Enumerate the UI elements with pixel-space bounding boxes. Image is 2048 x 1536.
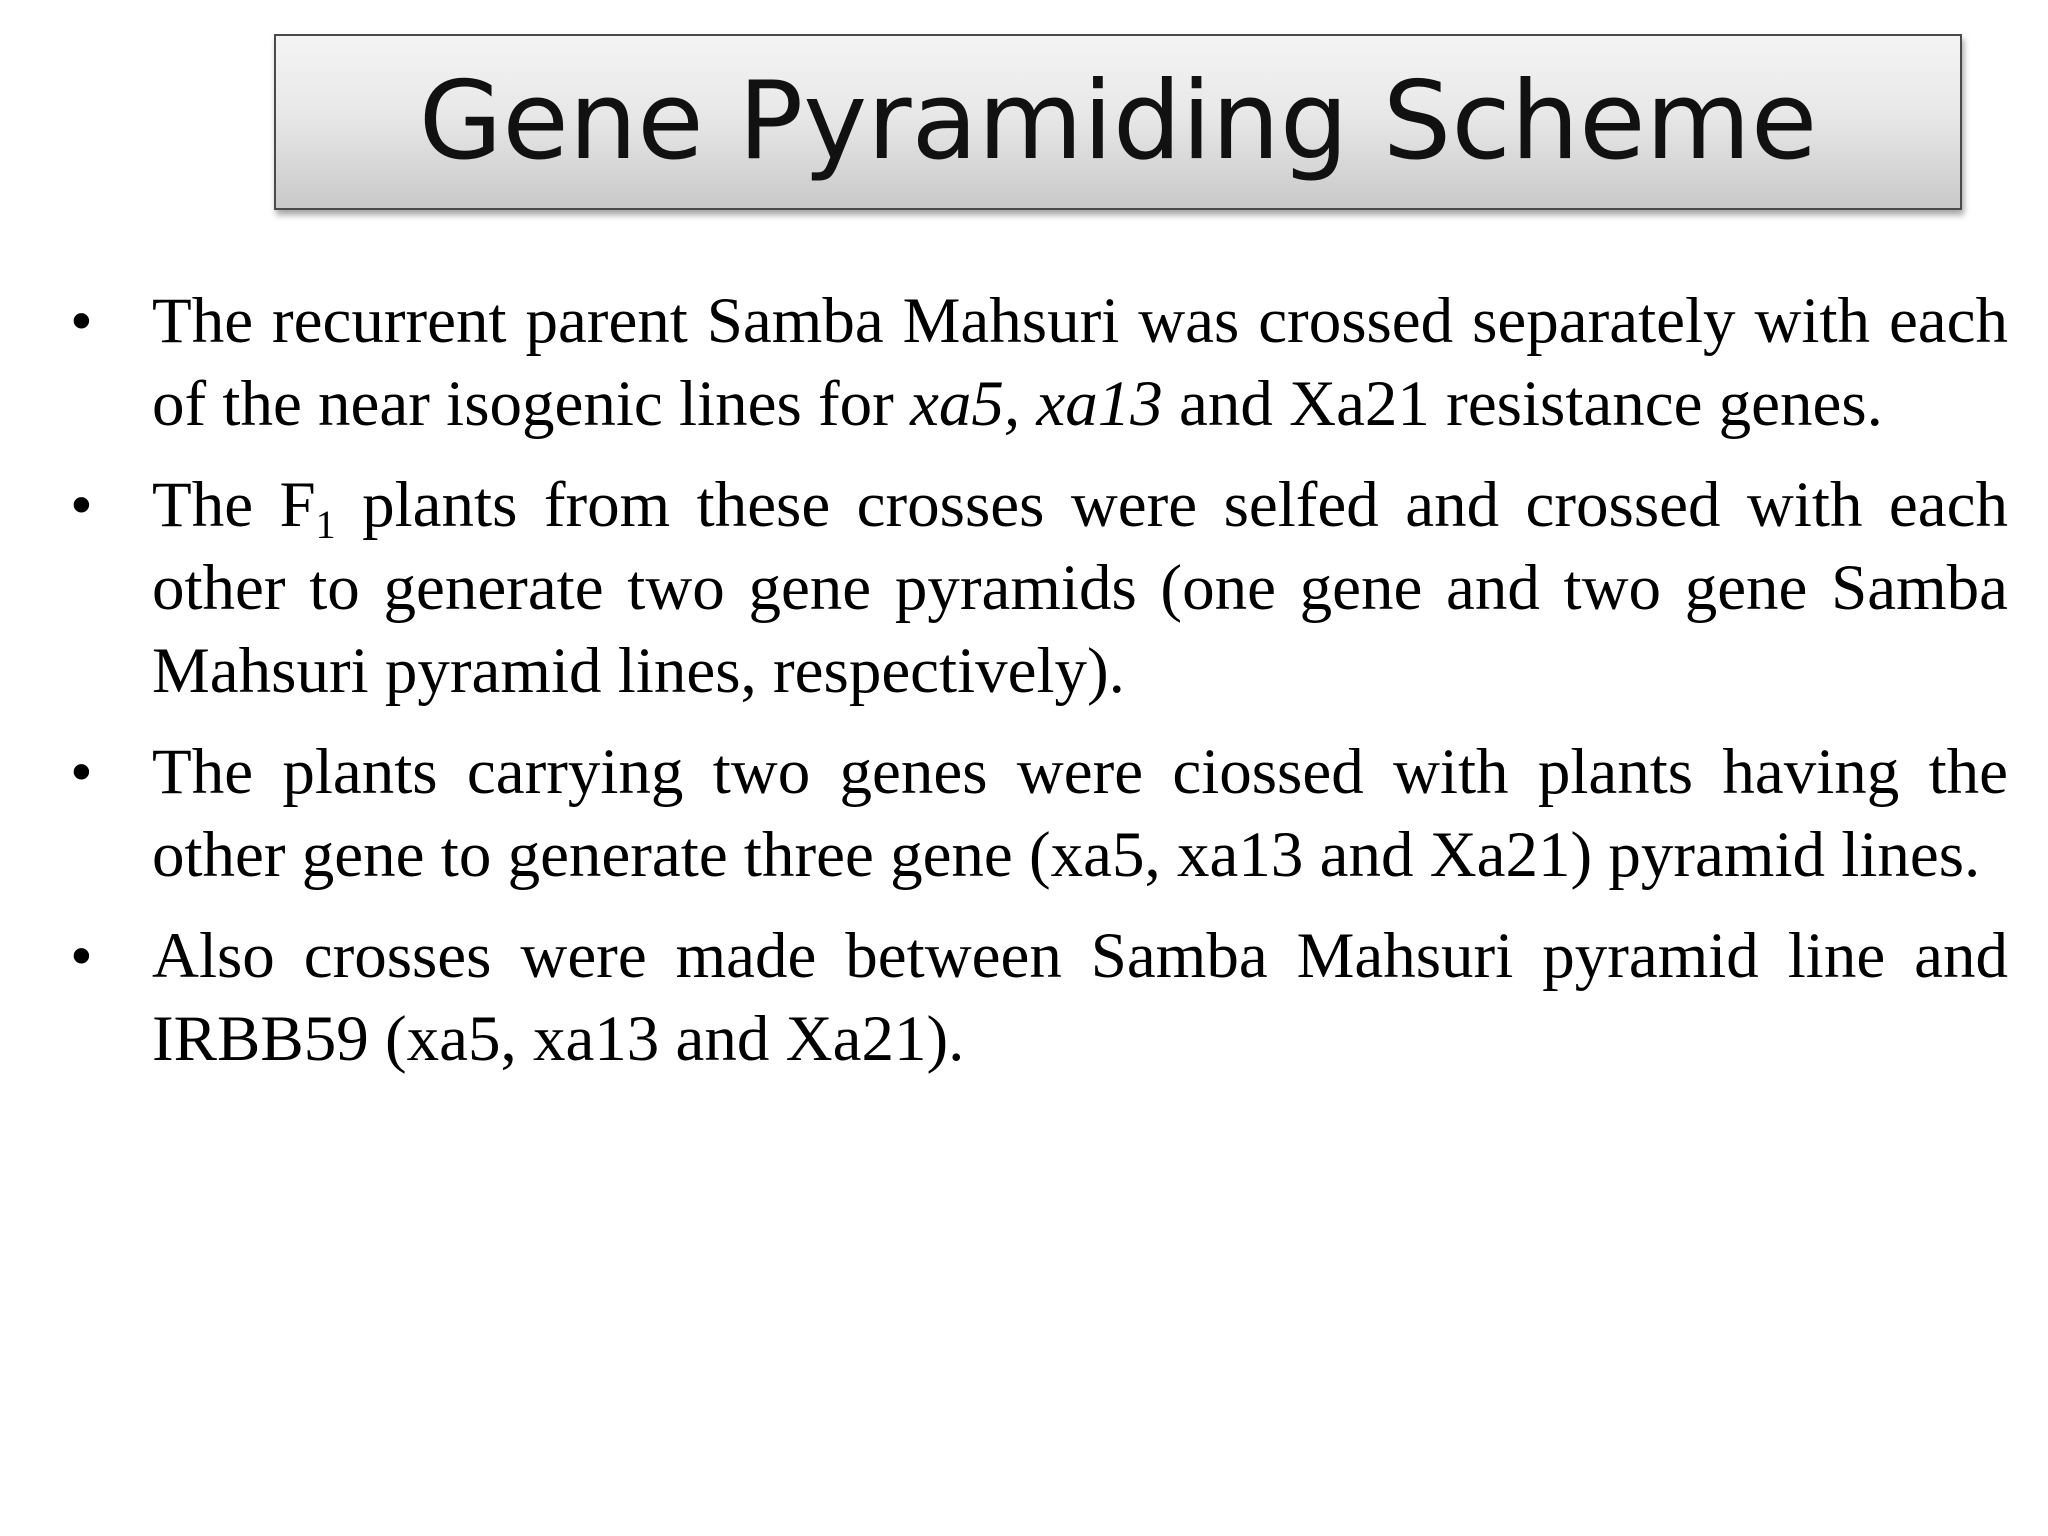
slide-title-box — [274, 34, 1962, 210]
bullet-dot-icon: • — [70, 469, 93, 541]
bullet-item-3 — [70, 731, 2008, 897]
bullet-dot-icon: • — [70, 285, 93, 357]
bullet-dot-icon: • — [70, 736, 93, 808]
bullet-3-text: The plants carrying two genes were ciossed with plants having the other gene to generate three gene (xa5, xa13 and Xa21) pyramid lines. — [152, 736, 2008, 891]
bullet-1-text-2: and Xa21 resistance genes. — [1162, 368, 1883, 440]
bullet-1-gene-names: xa5, xa13 — [910, 368, 1163, 440]
bullet-item-2 — [70, 464, 2008, 713]
bullet-2-text-1: The F — [152, 469, 316, 541]
slide-title: Gene Pyramiding Scheme — [418, 59, 1818, 184]
bullet-dot-icon: • — [70, 920, 93, 992]
bullet-2-text-2: plants from these crosses were selfed and crossed with each other to generate two gene pyramids (one gene and two gene Samba Mahsuri pyramid lines, respectively). — [152, 469, 2008, 707]
bullet-item-1 — [70, 280, 2008, 446]
bullet-1-text-1: The recurrent parent Samba Mahsuri was crossed separately with each of the near isogenic lines for — [152, 285, 2008, 440]
bullet-list — [70, 280, 2008, 1099]
bullet-4-text: Also crosses were made between Samba Mahsuri pyramid line and IRBB59 (xa5, xa13 and Xa21). — [152, 920, 2008, 1075]
bullet-item-4 — [70, 915, 2008, 1081]
bullet-2-subscript: 1 — [315, 502, 336, 547]
